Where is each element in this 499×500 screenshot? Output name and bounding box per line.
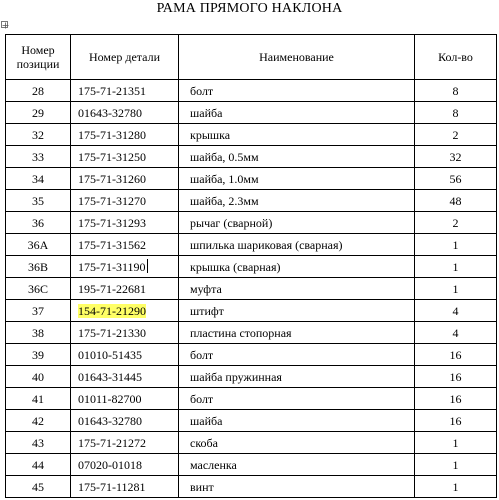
cell-quantity[interactable] xyxy=(415,124,497,146)
cell-part-number[interactable] xyxy=(71,388,179,410)
cell-name-text: шпилька шариковая (сварная) xyxy=(190,237,343,252)
cell-quantity[interactable] xyxy=(415,366,497,388)
cell-part-number-text: 01643-31445 xyxy=(78,369,142,384)
cell-name-text: шайба xyxy=(190,413,223,428)
table-row xyxy=(6,80,497,102)
table-row xyxy=(6,476,497,498)
cell-quantity[interactable] xyxy=(415,212,497,234)
cell-quantity-text: 48 xyxy=(449,193,462,208)
table-row xyxy=(6,322,497,344)
cell-quantity-text: 32 xyxy=(449,149,462,164)
table-row xyxy=(6,102,497,124)
cell-name[interactable] xyxy=(179,124,415,146)
cell-quantity[interactable] xyxy=(415,256,497,278)
cell-quantity[interactable] xyxy=(415,102,497,124)
table-row xyxy=(6,212,497,234)
cell-part-number-text: 07020-01018 xyxy=(78,457,142,472)
cell-name-text: крышка (сварная) xyxy=(190,259,281,274)
cell-position[interactable] xyxy=(6,476,71,498)
cell-name[interactable] xyxy=(179,388,415,410)
cell-part-number-text: 154-71-21290 xyxy=(78,303,146,318)
cell-position-text: 44 xyxy=(32,457,44,472)
cell-part-number-text: 175-71-31270 xyxy=(78,193,146,208)
cell-position-text: 29 xyxy=(32,105,44,120)
table-row xyxy=(6,278,497,300)
cell-name[interactable] xyxy=(179,410,415,432)
table-row xyxy=(6,344,497,366)
cell-part-number-text: 01011-82700 xyxy=(78,391,142,406)
cell-position[interactable] xyxy=(6,256,71,278)
cell-part-number-text: 175-71-11281 xyxy=(78,479,146,494)
cell-part-number-text: 175-71-31293 xyxy=(78,215,146,230)
cell-quantity[interactable] xyxy=(415,146,497,168)
cell-position-text: 39 xyxy=(32,347,44,362)
cell-quantity[interactable] xyxy=(415,80,497,102)
cell-quantity-text: 56 xyxy=(449,171,462,186)
cell-name[interactable] xyxy=(179,80,415,102)
cell-position-text: 37 xyxy=(32,303,44,318)
cell-position-text: 36 xyxy=(32,215,44,230)
cell-part-number-text: 175-71-31280 xyxy=(78,127,146,142)
table-row xyxy=(6,366,497,388)
cell-position[interactable] xyxy=(6,278,71,300)
cell-name[interactable] xyxy=(179,476,415,498)
cell-part-number-text: 01643-32780 xyxy=(78,105,142,120)
cell-part-number[interactable] xyxy=(71,212,179,234)
cell-quantity[interactable] xyxy=(415,432,497,454)
header-name: Наименование xyxy=(179,35,415,80)
cell-part-number-text: 175-71-31260 xyxy=(78,171,146,186)
cell-part-number[interactable] xyxy=(71,146,179,168)
cell-quantity-text: 16 xyxy=(449,391,462,406)
cell-position-text: 43 xyxy=(32,435,44,450)
cell-quantity[interactable] xyxy=(415,278,497,300)
cell-part-number-text: 175-71-21272 xyxy=(78,435,146,450)
cell-part-number[interactable] xyxy=(71,432,179,454)
cell-quantity-text: 1 xyxy=(452,457,459,472)
cell-part-number-text: 195-71-22681 xyxy=(78,281,146,296)
parts-table xyxy=(5,34,497,498)
cell-name[interactable] xyxy=(179,300,415,322)
table-row xyxy=(6,190,497,212)
table-row xyxy=(6,168,497,190)
table-row xyxy=(6,300,497,322)
cell-quantity[interactable] xyxy=(415,388,497,410)
cell-position-text: 34 xyxy=(32,171,44,186)
cell-name-text: шайба, 1.0мм xyxy=(190,171,259,186)
cell-position-text: 42 xyxy=(32,413,44,428)
table-row xyxy=(6,124,497,146)
cell-position[interactable] xyxy=(6,124,71,146)
cell-name[interactable] xyxy=(179,146,415,168)
cell-quantity-text: 8 xyxy=(452,83,459,98)
table-row xyxy=(6,388,497,410)
cell-quantity[interactable] xyxy=(415,454,497,476)
cell-quantity[interactable] xyxy=(415,410,497,432)
table-move-handle-icon[interactable] xyxy=(1,21,8,28)
cell-name[interactable] xyxy=(179,432,415,454)
cell-part-number[interactable] xyxy=(71,190,179,212)
cell-quantity-text: 1 xyxy=(452,281,459,296)
cell-position[interactable] xyxy=(6,168,71,190)
cell-part-number[interactable] xyxy=(71,454,179,476)
cell-part-number[interactable] xyxy=(71,344,179,366)
cell-name[interactable] xyxy=(179,322,415,344)
cell-part-number[interactable] xyxy=(71,234,179,256)
cell-position[interactable] xyxy=(6,300,71,322)
cell-part-number[interactable] xyxy=(71,80,179,102)
cell-part-number[interactable] xyxy=(71,322,179,344)
cell-position[interactable] xyxy=(6,410,71,432)
cell-part-number-text: 01010-51435 xyxy=(78,347,142,362)
cell-part-number[interactable] xyxy=(71,124,179,146)
cell-position[interactable] xyxy=(6,234,71,256)
cell-position-text: 32 xyxy=(32,127,44,142)
cell-quantity[interactable] xyxy=(415,322,497,344)
cell-part-number[interactable] xyxy=(71,410,179,432)
cell-position[interactable] xyxy=(6,146,71,168)
cell-part-number-text: 175-71-31250 xyxy=(78,149,146,164)
cell-position-text: 36C xyxy=(27,281,48,296)
cell-name[interactable] xyxy=(179,234,415,256)
table-header-row xyxy=(6,35,497,80)
cell-name-text: шайба, 2.3мм xyxy=(190,193,259,208)
table-row xyxy=(6,256,497,278)
cell-quantity[interactable] xyxy=(415,168,497,190)
cell-part-number[interactable] xyxy=(71,300,179,322)
cell-part-number-text: 175-71-31190 xyxy=(78,260,146,274)
cell-name-text: шайба пружинная xyxy=(190,369,282,384)
header-quantity: Кол-во xyxy=(415,35,497,80)
cell-name[interactable] xyxy=(179,344,415,366)
cell-position-text: 36B xyxy=(27,259,48,274)
header-part-number: Номер детали xyxy=(71,35,179,80)
cell-name-text: масленка xyxy=(190,457,237,472)
cell-name-text: болт xyxy=(190,391,214,406)
cell-position-text: 45 xyxy=(32,479,44,494)
cell-quantity-text: 16 xyxy=(449,413,462,428)
cell-quantity[interactable] xyxy=(415,344,497,366)
cell-quantity-text: 8 xyxy=(452,105,459,120)
cell-quantity-text: 1 xyxy=(452,259,459,274)
cell-name-text: скоба xyxy=(190,435,218,450)
cell-quantity-text: 2 xyxy=(452,215,459,230)
cell-name-text: болт xyxy=(190,347,214,362)
table-row xyxy=(6,146,497,168)
cell-position[interactable] xyxy=(6,432,71,454)
cell-position[interactable] xyxy=(6,190,71,212)
cell-quantity[interactable] xyxy=(415,234,497,256)
cell-position[interactable] xyxy=(6,366,71,388)
cell-part-number[interactable] xyxy=(71,278,179,300)
cell-name-text: рычаг (сварной) xyxy=(190,215,273,230)
cell-name[interactable] xyxy=(179,190,415,212)
cell-position[interactable] xyxy=(6,454,71,476)
cell-quantity-text: 1 xyxy=(452,479,459,494)
cell-name[interactable] xyxy=(179,454,415,476)
table-row xyxy=(6,454,497,476)
cell-part-number-text: 175-71-21330 xyxy=(78,325,146,340)
cell-position[interactable] xyxy=(6,344,71,366)
cell-quantity-text: 1 xyxy=(452,435,459,450)
cell-quantity-text: 1 xyxy=(452,237,459,252)
cell-name-text: шайба xyxy=(190,105,223,120)
cell-position-text: 33 xyxy=(32,149,44,164)
cell-position-text: 36A xyxy=(27,237,49,252)
cell-position[interactable] xyxy=(6,80,71,102)
header-position: Номер позиции xyxy=(6,35,71,80)
cell-name-text: болт xyxy=(190,83,214,98)
cell-part-number-text: 175-71-31562 xyxy=(78,237,146,252)
cell-part-number[interactable] xyxy=(71,476,179,498)
cell-name-text: штифт xyxy=(190,303,224,318)
cell-name[interactable] xyxy=(179,168,415,190)
cell-position-text: 40 xyxy=(32,369,44,384)
table-row xyxy=(6,234,497,256)
cell-quantity[interactable] xyxy=(415,190,497,212)
cell-part-number[interactable] xyxy=(71,102,179,124)
cell-name[interactable] xyxy=(179,212,415,234)
cell-quantity[interactable] xyxy=(415,300,497,322)
cell-position[interactable] xyxy=(6,212,71,234)
cell-part-number[interactable] xyxy=(71,366,179,388)
cell-position[interactable] xyxy=(6,388,71,410)
cell-position[interactable] xyxy=(6,322,71,344)
cell-quantity-text: 16 xyxy=(449,347,462,362)
cell-position-text: 28 xyxy=(32,83,44,98)
cell-quantity-text: 4 xyxy=(452,303,459,318)
cell-position-text: 38 xyxy=(32,325,44,340)
cell-part-number[interactable] xyxy=(71,168,179,190)
cell-name[interactable] xyxy=(179,256,415,278)
cell-name[interactable] xyxy=(179,278,415,300)
cell-name-text: крышка xyxy=(190,127,231,142)
cell-quantity-text: 16 xyxy=(449,369,462,384)
cell-part-number-text: 175-71-21351 xyxy=(78,83,146,98)
cell-name-text: пластина стопорная xyxy=(190,325,292,340)
table-row xyxy=(6,410,497,432)
cell-quantity-text: 2 xyxy=(452,127,459,142)
text-cursor-icon xyxy=(147,259,148,273)
document-title: РАМА ПРЯМОГО НАКЛОНА xyxy=(156,1,343,16)
cell-quantity-text: 4 xyxy=(452,325,459,340)
cell-name-text: шайба, 0.5мм xyxy=(190,149,259,164)
cell-name-text: муфта xyxy=(190,281,222,296)
cell-part-number-text: 01643-32780 xyxy=(78,413,142,428)
cell-part-number[interactable] xyxy=(71,256,179,278)
cell-name[interactable] xyxy=(179,366,415,388)
table-row xyxy=(6,432,497,454)
cell-quantity[interactable] xyxy=(415,476,497,498)
cell-name-text: винт xyxy=(190,479,214,494)
cell-name[interactable] xyxy=(179,102,415,124)
cell-position[interactable] xyxy=(6,102,71,124)
cell-position-text: 35 xyxy=(32,193,44,208)
cell-position-text: 41 xyxy=(32,391,44,406)
